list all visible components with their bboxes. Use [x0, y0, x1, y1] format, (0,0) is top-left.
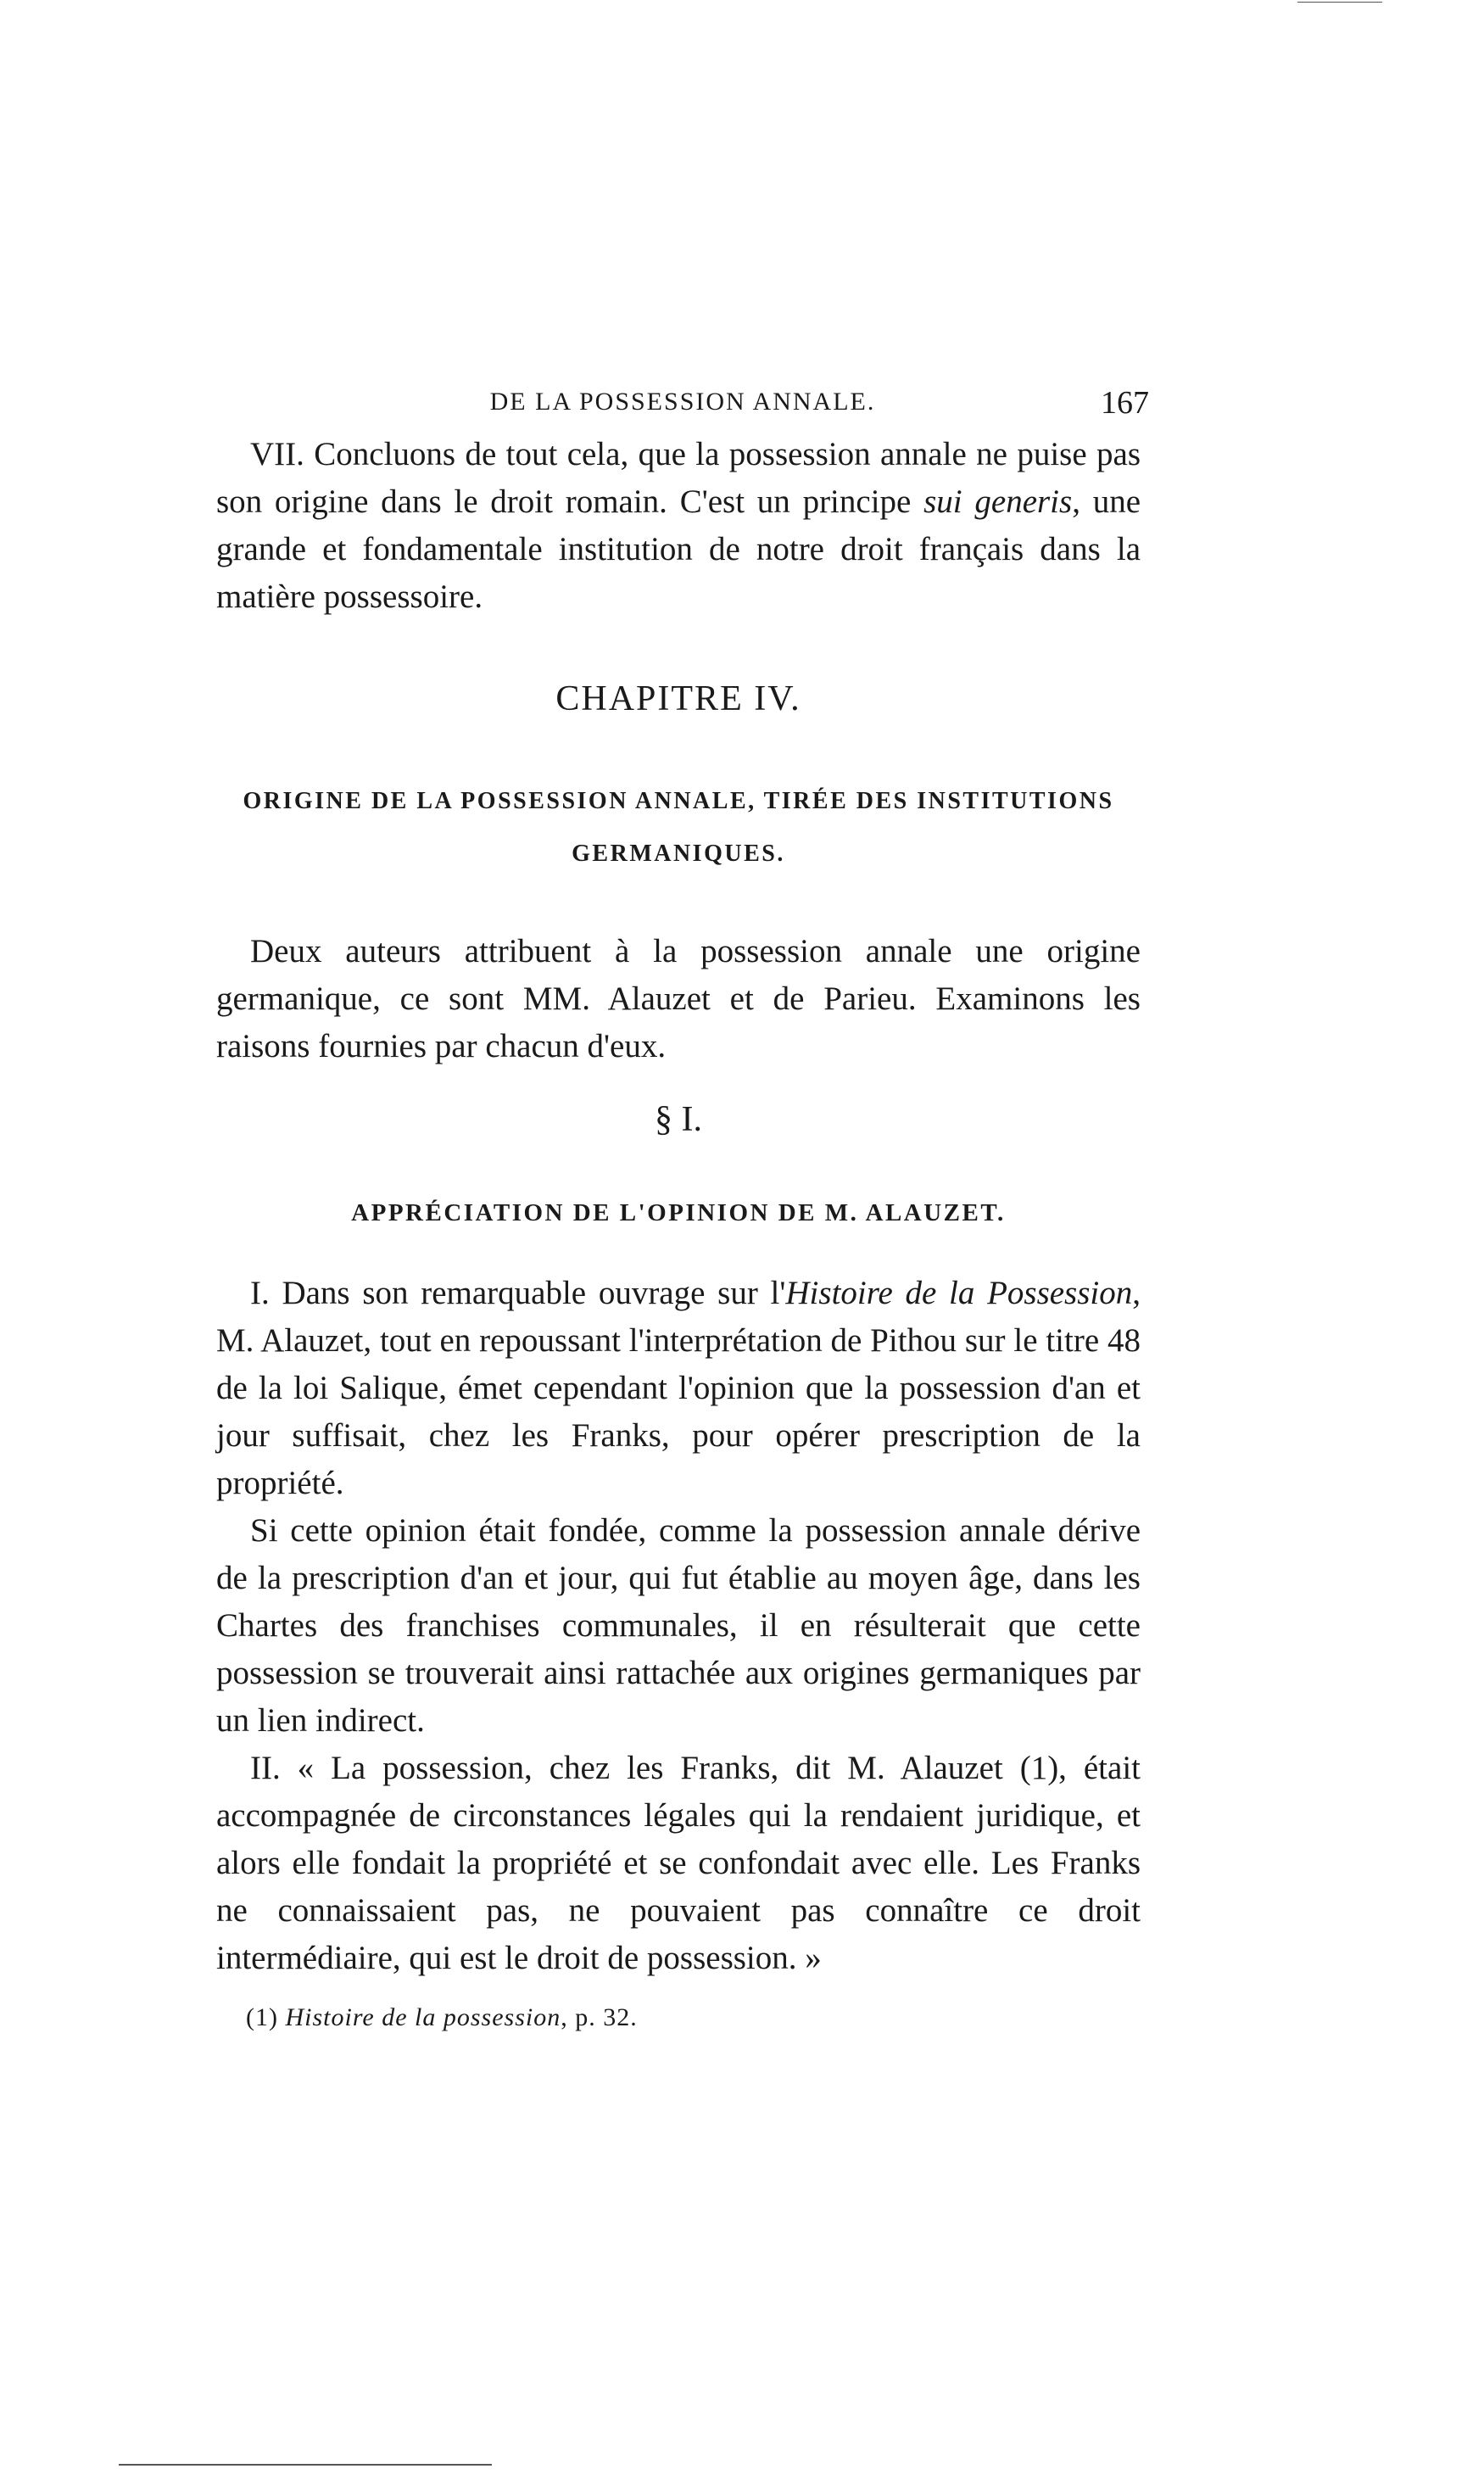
paragraph-i-part1: I. Dans son remarquable ouvrage sur l'	[250, 1275, 786, 1311]
paragraph-si: Si cette opinion était fondée, comme la possession annale dérive de la prescription d'an et jour, qui fut établie au moyen âge, dans les Chartes des franchises communales, il en résulterait que cette possession se trouverait ainsi rattachée aux origines germaniques par un lien indirect.	[216, 1512, 1141, 1739]
footnote-italic: Histoire de la possession	[285, 2003, 561, 2031]
running-title: DE LA POSSESSION ANNALE.	[489, 388, 876, 416]
paragraph-i-italic: Histoire de la Possession	[785, 1275, 1133, 1311]
paragraph-i-part2: , M. Alauzet, tout en repoussant l'interprétation de Pithou sur le titre 48 de la loi Salique, émet cependant l'opinion que la possession d'an et jour suffisait, chez les Franks, pour opérer prescription de la propriété.	[216, 1275, 1141, 1501]
paragraph-ii: II. « La possession, chez les Franks, dit M. Alauzet (1), était accompagnée de circonstances légales qui la rendaient juridique, et alors elle fondait la propriété et se confondait avec elle. Les Franks ne connaissaient pas, ne pouvaient pas connaître ce droit intermédiaire, qui est le droit de possession. »	[216, 1750, 1141, 1976]
paragraph-i	[216, 1270, 1141, 1507]
paragraph-vii-part1: VII. Concluons de tout cela, que la possession annale ne puise pas son origine dans le droit romain. C'est un principe	[216, 436, 1141, 520]
main-paragraphs	[216, 1270, 1141, 1982]
top-rule	[1297, 2, 1382, 3]
paragraph-vii	[216, 431, 1141, 621]
page-number: 167	[1101, 385, 1149, 421]
chapter-title: CHAPITRE IV.	[555, 679, 801, 718]
footnote	[246, 2003, 638, 2032]
paragraph-vii-italic: sui generis	[923, 483, 1073, 520]
intro-text: Deux auteurs attribuent à la possession annale une origine germanique, ce sont MM. Alauzet et de Parieu. Examinons les raisons fournies par chacun d'eux.	[216, 933, 1141, 1064]
section-mark: § I.	[655, 1100, 702, 1139]
bottom-rule	[119, 2464, 492, 2466]
footnote-rest: , p. 32.	[561, 2003, 638, 2031]
chapter-subtitle-line1: ORIGINE DE LA POSSESSION ANNALE, TIRÉE DES INSTITUTIONS	[243, 788, 1114, 814]
chapter-subtitle	[216, 775, 1141, 880]
section-title: APPRÉCIATION DE L'OPINION DE M. ALAUZET.	[351, 1199, 1006, 1226]
paragraph-vii-part2: , une grande et fondamentale institution de notre droit français dans la matière possessoire.	[216, 483, 1141, 615]
footnote-marker: (1)	[246, 2003, 278, 2031]
running-header	[216, 377, 1149, 428]
chapter-subtitle-line2: GERMANIQUES.	[572, 841, 785, 867]
intro-paragraph	[216, 928, 1141, 1070]
closing-paragraph	[216, 431, 1141, 621]
